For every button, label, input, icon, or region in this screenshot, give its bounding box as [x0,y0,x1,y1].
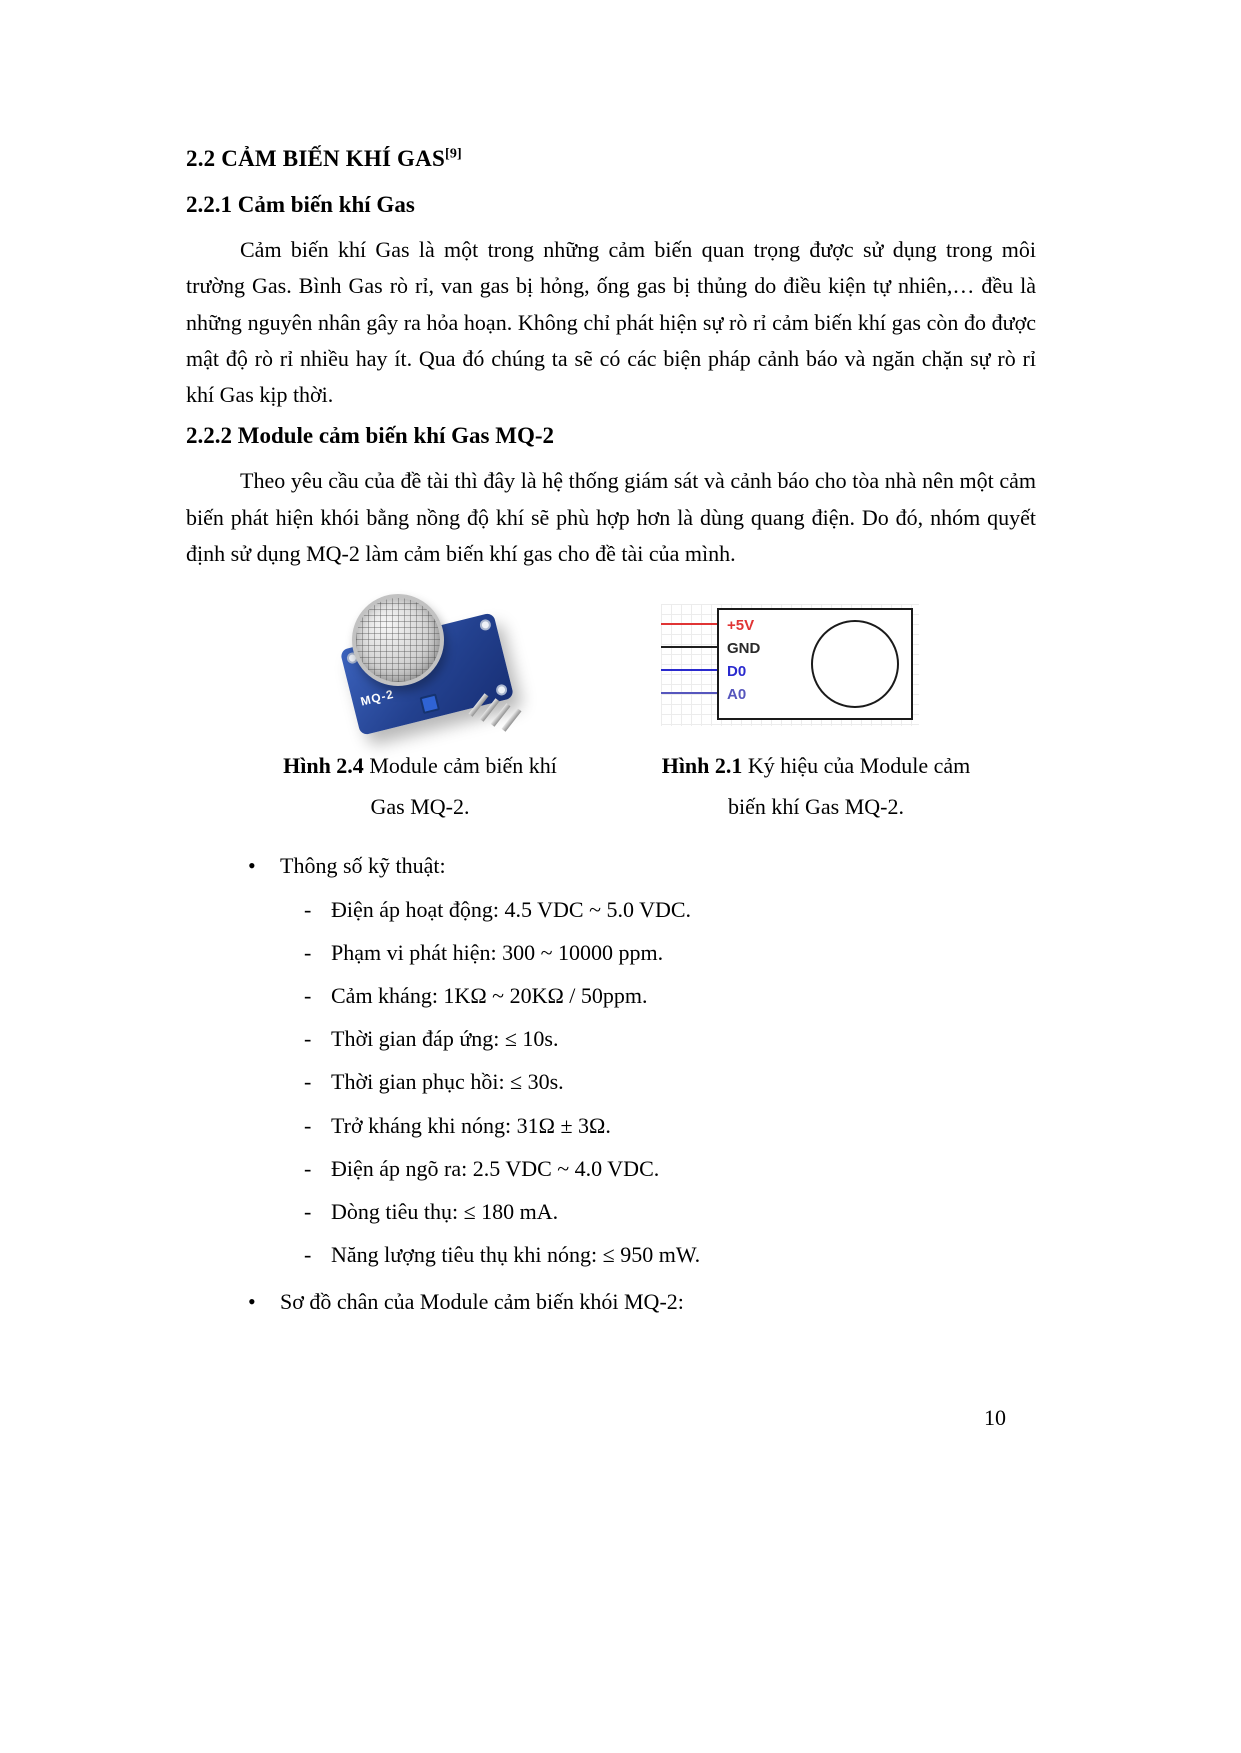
spec-text: Điện áp ngõ ra: 2.5 VDC ~ 4.0 VDC. [331,1155,660,1181]
pin-label-a0: A0 [727,686,747,704]
spec-list [186,892,1036,1273]
paragraph-gas-sensor-intro: Cảm biến khí Gas là một trong những cảm biến quan trọng được sử dụng trong môi trường Gas. Bình Gas rò rỉ, van gas bị hỏng, ống gas bị thủng do điều kiện tự nhiên,… đều là những nguyên nhân gây ra hỏa hoạn. Không chỉ phát hiện sự rò rỉ cảm biến khí gas còn đo được mật độ rò rỉ nhiều hay ít. Qua đó chúng ta sẽ có các biện pháp cảnh báo và ngăn chặn sự rò rỉ khí Gas kịp thời. [186,237,1036,408]
caption-figure-number: Hình 2.4 [283,753,364,779]
dash-marker: - [304,1026,312,1052]
caption-text: Ký hiệu của Module cảm [742,753,971,779]
pin-label-gnd: GND [727,640,761,658]
mounting-hole [495,684,508,697]
pin-diagram-header-text: Sơ đồ chân của Module cảm biến khói MQ-2: [280,1289,684,1315]
wire-a0 [661,692,719,694]
wire-d0 [661,669,719,671]
spec-item [304,978,1036,1013]
subsection-heading-2-2-1: 2.2.1 Cảm biến khí Gas [186,192,415,217]
subsection-heading-2-2-2: 2.2.2 Module cảm biến khí Gas MQ-2 [186,423,555,449]
spec-text: Thời gian phục hồi: ≤ 30s. [331,1069,564,1095]
spec-text: Thời gian đáp ứng: ≤ 10s. [331,1026,559,1052]
spec-item [304,935,1036,970]
spec-text: Năng lượng tiêu thụ khi nóng: ≤ 950 mW. [331,1242,701,1268]
spec-item [304,1108,1036,1143]
bullet-marker: • [248,853,256,879]
pin-label-d0: D0 [727,663,747,681]
spec-text: Trở kháng khi nóng: 31Ω ± 3Ω. [331,1112,611,1138]
mq2-silkscreen-label: MQ-2 [359,687,396,710]
dash-marker: - [304,982,312,1008]
wire-5v [661,623,719,625]
page-number: 10 [984,1405,1006,1430]
section-heading-2-2 [186,146,1036,172]
dash-marker: - [304,896,312,922]
caption-line: Gas MQ-2. [370,794,470,820]
spec-item [304,1194,1036,1229]
mq2-sensor-mesh [352,594,444,686]
dash-marker: - [304,1198,312,1224]
dash-marker: - [304,1242,312,1268]
figure-mq2-symbol [661,604,919,726]
caption-figure-2-1 [614,746,1018,827]
spec-item [304,1064,1036,1099]
caption-figure-number: Hình 2.1 [661,753,743,779]
caption-line [234,746,606,787]
spec-text: Cảm kháng: 1KΩ ~ 20KΩ / 50ppm. [331,982,648,1008]
pin-diagram-header [248,1284,1036,1319]
spec-item [304,1237,1036,1272]
spec-item [304,1021,1036,1056]
bullet-marker: • [248,1289,256,1315]
dash-marker: - [304,1155,312,1181]
citation-reference: [9] [444,146,462,162]
spec-text: Dòng tiêu thụ: ≤ 180 mA. [331,1198,559,1224]
symbol-sensor-circle [811,620,899,708]
caption-figure-2-4 [234,746,606,827]
caption-line [614,746,1018,787]
caption-text: Module cảm biến khí [363,753,557,779]
trimmer-potentiometer [419,694,440,715]
spec-item [304,892,1036,927]
caption-line: biến khí Gas MQ-2. [728,794,904,820]
dash-marker: - [304,1112,312,1138]
figures-row [186,596,1036,836]
paragraph-mq2-choice: Theo yêu cầu của đề tài thì đây là hệ thống giám sát và cảnh báo cho tòa nhà nên một cảm biến phát hiện khói bằng nồng độ khí sẽ phù hợp hơn là dùng quang điện. Do đó, nhóm quyết định sử dụng MQ-2 làm cảm biến khí gas cho đề tài của mình. [186,468,1036,567]
mounting-hole [479,619,492,632]
figure-mq2-photo [326,596,536,741]
spec-text: Điện áp hoạt động: 4.5 VDC ~ 5.0 VDC. [331,896,692,922]
dash-marker: - [304,1069,312,1095]
specs-header-text: Thông số kỹ thuật: [280,853,446,879]
wire-gnd [661,646,719,648]
spec-item [304,1151,1036,1186]
section-heading-text: 2.2 CẢM BIẾN KHÍ GAS [186,146,445,171]
specs-header [248,848,1036,883]
symbol-box [717,608,913,720]
dash-marker: - [304,939,312,965]
pin-label-5v: +5V [727,617,755,635]
spec-text: Phạm vi phát hiện: 300 ~ 10000 ppm. [331,939,664,965]
